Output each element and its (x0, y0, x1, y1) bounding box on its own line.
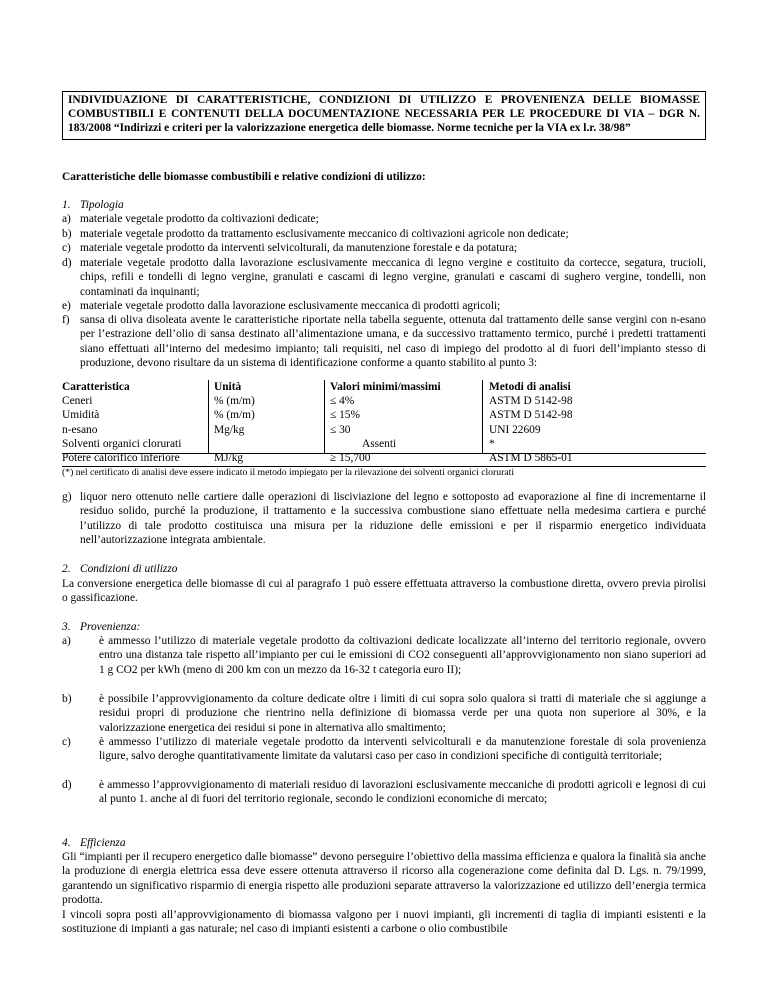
s2-title: Condizioni di utilizzo (80, 563, 178, 575)
table-cell: ASTM D 5142-98 (489, 409, 573, 421)
item-text: materiale vegetale prodotto da interventi selvicolturali, da manutenzione forestale e da potatura; (80, 242, 518, 254)
item-text: materiale vegetale prodotto da trattamento esclusivamente meccanico di coltivazioni agricole non dedicate; (80, 228, 569, 240)
item-label: d) (62, 779, 72, 791)
table-cell: n-esano (62, 424, 98, 436)
s4-title: Efficienza (80, 837, 126, 849)
table-cell: ASTM D 5142-98 (489, 395, 573, 407)
item-text: materiale vegetale prodotto dalla lavorazione esclusivamente meccanica di prodotti agricoli; (80, 300, 501, 312)
s3-number: 3. (62, 621, 71, 633)
table-divider (208, 380, 209, 453)
table-cell: Umidità (62, 409, 100, 421)
table-cell: Mg/kg (214, 424, 245, 436)
table-cell: Ceneri (62, 395, 93, 407)
s4-paragraph: I vincoli sopra posti all’approvvigionamento di biomassa valgono per i nuovi impianti, gli incrementi di taglia di impianti esistenti e la sostituzione di impianti a gas naturale; nel caso di impianti esistenti a carbone o olio combustibile (62, 909, 706, 936)
item-text: è possibile l’approvvigionamento da colture dedicate oltre i limiti di cui sopra solo qualora si tratti di materiale che si aggiunge a residui propri di produzione che rientrino nella definizione di biomassa verde per una quota non superiore al 30%, e la valorizzazione energetica dei residui si pone in alternativa allo smaltimento; (99, 693, 706, 734)
table-cell: ≥ 15,700 (330, 452, 371, 464)
item-text: è ammesso l’utilizzo di materiale vegetale prodotto da interventi selvicolturali e da manutenzione forestale di sola provenienza ligure, salvo deroghe quantitativamente limitate da valutarsi caso per caso in condizioni specifiche di contiguità territoriale; (99, 736, 706, 763)
item-text: liquor nero ottenuto nelle cartiere dalle operazioni di lisciviazione del legno e sottoposto ad evaporazione al fine di incrementarne il residuo solido, purché la produzione, il trattamento e la successiva combustione siano effettuate nella medesima cartiera e purché l’utilizzo di tale prodotto costituisca una misura per la riduzione delle emissioni e per il risparmio energetico individuata nell’autorizzazione integrata ambientale. (80, 491, 706, 547)
spec-table (62, 380, 706, 466)
table-header: Caratteristica (62, 381, 130, 393)
section-heading: Caratteristiche delle biomasse combustibili e relative condizioni di utilizzo: (62, 171, 426, 183)
table-cell: * (489, 438, 495, 450)
table-cell: Assenti (362, 438, 397, 450)
item-label: c) (62, 736, 71, 748)
s1-number: 1. (62, 199, 71, 211)
item-label: a) (62, 213, 71, 225)
item-label: f) (62, 314, 70, 326)
table-header: Valori minimi/massimi (330, 381, 441, 393)
table-cell: UNI 22609 (489, 424, 541, 436)
item-label: d) (62, 257, 72, 269)
item-label: c) (62, 242, 71, 254)
item-label: b) (62, 228, 72, 240)
table-header: Unità (214, 381, 242, 393)
s1-title: Tipologia (80, 199, 124, 211)
table-cell: MJ/kg (214, 452, 244, 464)
s2-text: La conversione energetica delle biomasse di cui al paragrafo 1 può essere effettuata attraverso la combustione diretta, ovvero previa pirolisi o gassificazione. (62, 578, 706, 605)
table-divider (482, 380, 483, 453)
s4-paragraph: Gli “impianti per il recupero energetico dalle biomasse” devono perseguire l’obiettivo della massima efficienza e qualora la finalità sia anche la produzione di energia elettrica essa deve essere ottenuta attraverso il ricorso alla cogenerazione come definita dal D. Lgs. n. 79/1999, garantendo un significativo risparmio di energia rispetto alle produzioni separate attraverso la valorizzazione ed utilizzo dell’energia termica prodotta. (62, 851, 706, 907)
item-text: materiale vegetale prodotto dalla lavorazione esclusivamente meccanica di legno vergine e costituito da cortecce, segatura, trucioli, chips, refili e tondelli di legno vergine, granulati e cascami di legno vergine, granulati e cascami di sughero vergine, tondelli, non contaminati da inquinanti; (80, 257, 706, 298)
table-cell: % (m/m) (214, 409, 255, 421)
item-label: a) (62, 635, 71, 647)
item-label: e) (62, 300, 71, 312)
item-text: è ammesso l’approvvigionamento di materiali residuo di lavorazioni esclusivamente meccaniche di prodotti agricoli e legnosi di cui al punto 1. anche al di fuori del territorio regionale, secondo le condizioni economiche di mercato; (99, 779, 706, 806)
table-cell: ASTM D 5865-01 (489, 452, 573, 464)
item-text: è ammesso l’utilizzo di materiale vegetale prodotto da coltivazioni dedicate localizzate all’interno del territorio regionale, ovvero entro una distanza tale rispetto all’impianto per cui le emissioni di CO2 conseguenti all’approvvigionamento non siano superiori ad 1 g CO2 per kWh (meno di 200 km con un mezzo da 16-32 t categoria euro II); (99, 635, 706, 676)
table-cell: ≤ 30 (330, 424, 351, 436)
item-label: b) (62, 693, 72, 705)
table-cell: ≤ 4% (330, 395, 355, 407)
item-label: g) (62, 491, 72, 503)
s4-number: 4. (62, 837, 71, 849)
table-cell: Potere calorifico inferiore (62, 452, 180, 464)
table-divider (324, 380, 325, 453)
item-text: sansa di oliva disoleata avente le caratteristiche riportate nella tabella seguente, ottenuta dal trattamento delle sanse vergini con n-esano per l’estrazione dell’olio di sansa destinato all’alimentazione umana, e da successivo trattamento termico, purché i predetti trattamenti siano effettuati all’interno del medesimo impianto; tali requisiti, nel caso di impiego del prodotto al di fuori dell’impianto stesso di produzione, devono risultare da un sistema di identificazione conforme a quanto stabilito al punto 3: (80, 314, 706, 370)
table-note: (*) nel certificato di analisi deve essere indicato il metodo impiegato per la rilevazione dei solventi organici clorurati (62, 466, 706, 479)
s2-number: 2. (62, 563, 71, 575)
s3-title: Provenienza: (80, 621, 141, 633)
table-cell: Solventi organici clorurati (62, 438, 182, 450)
document-title: INDIVIDUAZIONE DI CARATTERISTICHE, CONDIZIONI DI UTILIZZO E PROVENIENZA DELLE BIOMASSE COMBUSTIBILI E CONTENUTI DELLA DOCUMENTAZIONE NECESSARIA PER LE PROCEDURE DI VIA – DGR N. 183/2008 “Indirizzi e criteri per la valorizzazione energetica delle biomasse. Norme tecniche per la VIA ex l.r. 38/98” (62, 91, 706, 140)
table-header: Metodi di analisi (489, 381, 571, 393)
item-text: materiale vegetale prodotto da coltivazioni dedicate; (80, 213, 319, 225)
table-cell: % (m/m) (214, 395, 255, 407)
table-cell: ≤ 15% (330, 409, 360, 421)
